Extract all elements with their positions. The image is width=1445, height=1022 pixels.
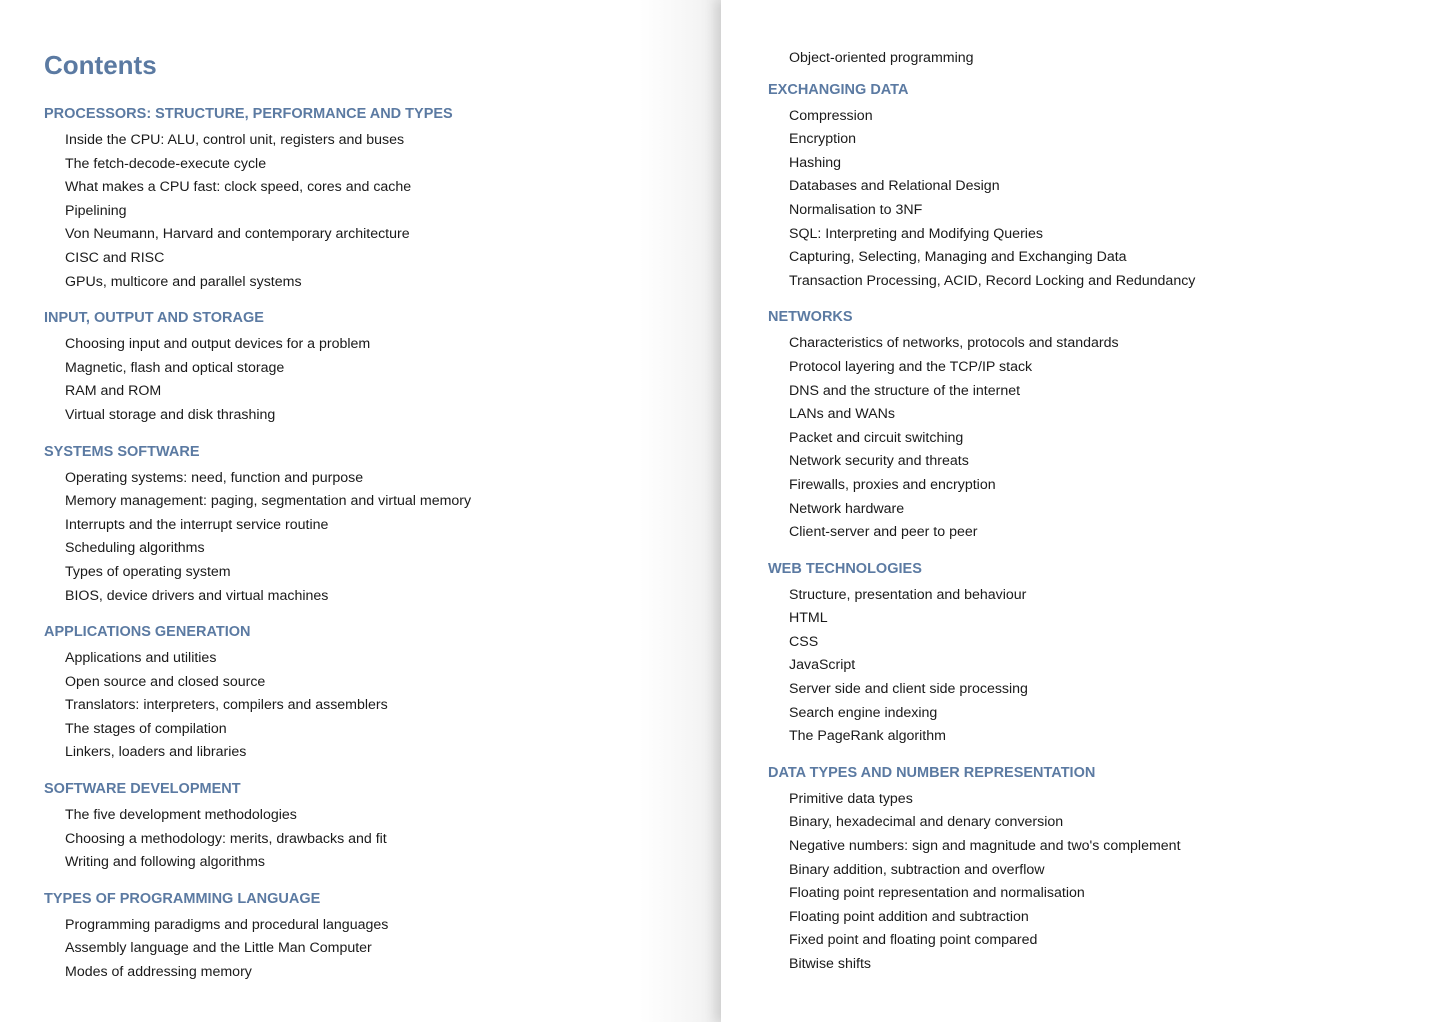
toc-section (44, 890, 721, 985)
toc-section (44, 623, 721, 765)
toc-entry[interactable]: GPUs, multicore and parallel systems (65, 273, 302, 290)
toc-entry[interactable]: Packet and circuit switching (789, 429, 964, 446)
toc-entry[interactable]: Fixed point and floating point compared (789, 932, 1038, 949)
section-heading[interactable]: NETWORKS (768, 309, 853, 326)
toc-entry[interactable]: Open source and closed source (65, 673, 266, 690)
section-items (44, 467, 721, 609)
toc-entry[interactable]: Structure, presentation and behaviour (789, 586, 1027, 603)
toc-entry[interactable]: LANs and WANs (789, 406, 895, 423)
toc-entry[interactable]: Floating point addition and subtraction (789, 908, 1029, 925)
toc-entry[interactable]: Translators: interpreters, compilers and assemblers (65, 697, 388, 714)
contents-title: Contents (44, 50, 157, 80)
section-heading[interactable]: SOFTWARE DEVELOPMENT (44, 781, 241, 798)
toc-section (44, 780, 721, 875)
toc-entry[interactable]: RAM and ROM (65, 383, 162, 400)
toc-entry[interactable]: SQL: Interpreting and Modifying Queries (789, 225, 1043, 242)
section-items (44, 129, 721, 294)
toc-entry[interactable]: BIOS, device drivers and virtual machines (65, 587, 329, 604)
toc-entry[interactable]: Pipelining (65, 202, 127, 219)
toc-entry[interactable]: Programming paradigms and procedural languages (65, 916, 389, 933)
toc-entry[interactable]: Binary addition, subtraction and overflow (789, 861, 1045, 878)
section-heading[interactable]: TYPES OF PROGRAMMING LANGUAGE (44, 890, 321, 907)
left-page-sections (44, 105, 721, 985)
section-items (44, 647, 721, 765)
section-items (44, 914, 721, 985)
toc-entry[interactable]: Compression (789, 107, 873, 124)
toc-section (768, 764, 1445, 977)
section-heading[interactable]: DATA TYPES AND NUMBER REPRESENTATION (768, 764, 1096, 781)
toc-section (768, 81, 1445, 294)
toc-entry[interactable]: Applications and utilities (65, 650, 217, 667)
toc-entry[interactable]: Capturing, Selecting, Managing and Exchanging Data (789, 249, 1127, 266)
toc-entry[interactable]: Memory management: paging, segmentation and virtual memory (65, 493, 472, 510)
toc-entry[interactable]: Search engine indexing (789, 704, 938, 721)
toc-entry[interactable]: Inside the CPU: ALU, control unit, registers and buses (65, 132, 405, 148)
toc-entry[interactable]: Network security and threats (789, 453, 969, 470)
toc-entry[interactable]: Types of operating system (65, 563, 231, 580)
toc-entry[interactable]: HTML (789, 610, 828, 627)
section-items (768, 788, 1445, 977)
toc-entry[interactable]: Client-server and peer to peer (789, 524, 978, 541)
section-heading[interactable]: PROCESSORS: STRUCTURE, PERFORMANCE AND TYPES (44, 106, 453, 122)
toc-entry[interactable]: Encryption (789, 131, 857, 148)
right-page (721, 0, 1445, 1022)
toc-entry[interactable]: Network hardware (789, 500, 905, 517)
section-items (768, 584, 1445, 749)
toc-section (768, 560, 1445, 749)
toc-entry[interactable]: Hashing (789, 154, 842, 171)
toc-entry[interactable]: Normalisation to 3NF (789, 201, 923, 218)
toc-entry[interactable]: The fetch-decode-execute cycle (65, 155, 267, 172)
continued-items (768, 47, 1445, 71)
toc-entry[interactable]: Writing and following algorithms (65, 854, 266, 871)
toc-entry[interactable]: Choosing a methodology: merits, drawbacks and fit (65, 830, 387, 847)
toc-section (44, 309, 721, 427)
toc-entry[interactable]: Object-oriented programming (789, 50, 974, 66)
toc-entry[interactable]: Interrupts and the interrupt service routine (65, 516, 329, 533)
toc-entry[interactable]: Modes of addressing memory (65, 964, 252, 981)
toc-section (44, 443, 721, 609)
section-items (768, 105, 1445, 294)
section-heading[interactable]: INPUT, OUTPUT AND STORAGE (44, 310, 264, 327)
section-items (768, 332, 1445, 544)
toc-entry[interactable]: Von Neumann, Harvard and contemporary architecture (65, 226, 410, 243)
toc-entry[interactable]: Server side and client side processing (789, 681, 1028, 698)
toc-entry[interactable]: Magnetic, flash and optical storage (65, 359, 285, 376)
toc-entry[interactable]: The PageRank algorithm (789, 728, 946, 745)
left-page (0, 0, 721, 1022)
toc-entry[interactable]: Virtual storage and disk thrashing (65, 406, 276, 423)
toc-entry[interactable]: Choosing input and output devices for a problem (65, 336, 371, 353)
section-heading[interactable]: WEB TECHNOLOGIES (768, 560, 922, 577)
toc-entry[interactable]: JavaScript (789, 657, 856, 674)
toc-entry[interactable]: CSS (789, 633, 819, 650)
section-items (44, 333, 721, 427)
section-items (44, 804, 721, 875)
toc-entry[interactable]: CISC and RISC (65, 249, 165, 266)
toc-entry[interactable]: DNS and the structure of the internet (789, 382, 1021, 399)
toc-entry[interactable]: Characteristics of networks, protocols and standards (789, 335, 1119, 352)
toc-section (44, 105, 721, 294)
section-heading[interactable]: APPLICATIONS GENERATION (44, 624, 251, 641)
toc-entry[interactable]: Databases and Relational Design (789, 178, 1000, 195)
toc-entry[interactable]: Assembly language and the Little Man Computer (65, 940, 372, 957)
toc-entry[interactable]: The five development methodologies (65, 807, 297, 824)
toc-entry[interactable]: Primitive data types (789, 790, 913, 807)
toc-entry[interactable]: The stages of compilation (65, 720, 227, 737)
toc-entry[interactable]: Firewalls, proxies and encryption (789, 476, 996, 493)
toc-entry[interactable]: Floating point representation and normalisation (789, 885, 1085, 902)
section-heading[interactable]: SYSTEMS SOFTWARE (44, 443, 200, 460)
toc-entry[interactable]: Scheduling algorithms (65, 540, 205, 557)
right-page-sections (768, 81, 1445, 977)
toc-entry[interactable]: What makes a CPU fast: clock speed, cores and cache (65, 179, 412, 196)
toc-entry[interactable]: Negative numbers: sign and magnitude and two's complement (789, 838, 1181, 855)
section-heading[interactable]: EXCHANGING DATA (768, 81, 909, 98)
toc-entry[interactable]: Operating systems: need, function and purpose (65, 469, 364, 486)
toc-entry[interactable]: Binary, hexadecimal and denary conversion (789, 814, 1064, 831)
toc-entry[interactable]: Linkers, loaders and libraries (65, 744, 247, 761)
toc-entry[interactable]: Protocol layering and the TCP/IP stack (789, 358, 1033, 375)
toc-entry[interactable]: Transaction Processing, ACID, Record Locking and Redundancy (789, 272, 1196, 289)
toc-section (768, 308, 1445, 544)
toc-entry[interactable]: Bitwise shifts (789, 956, 871, 972)
